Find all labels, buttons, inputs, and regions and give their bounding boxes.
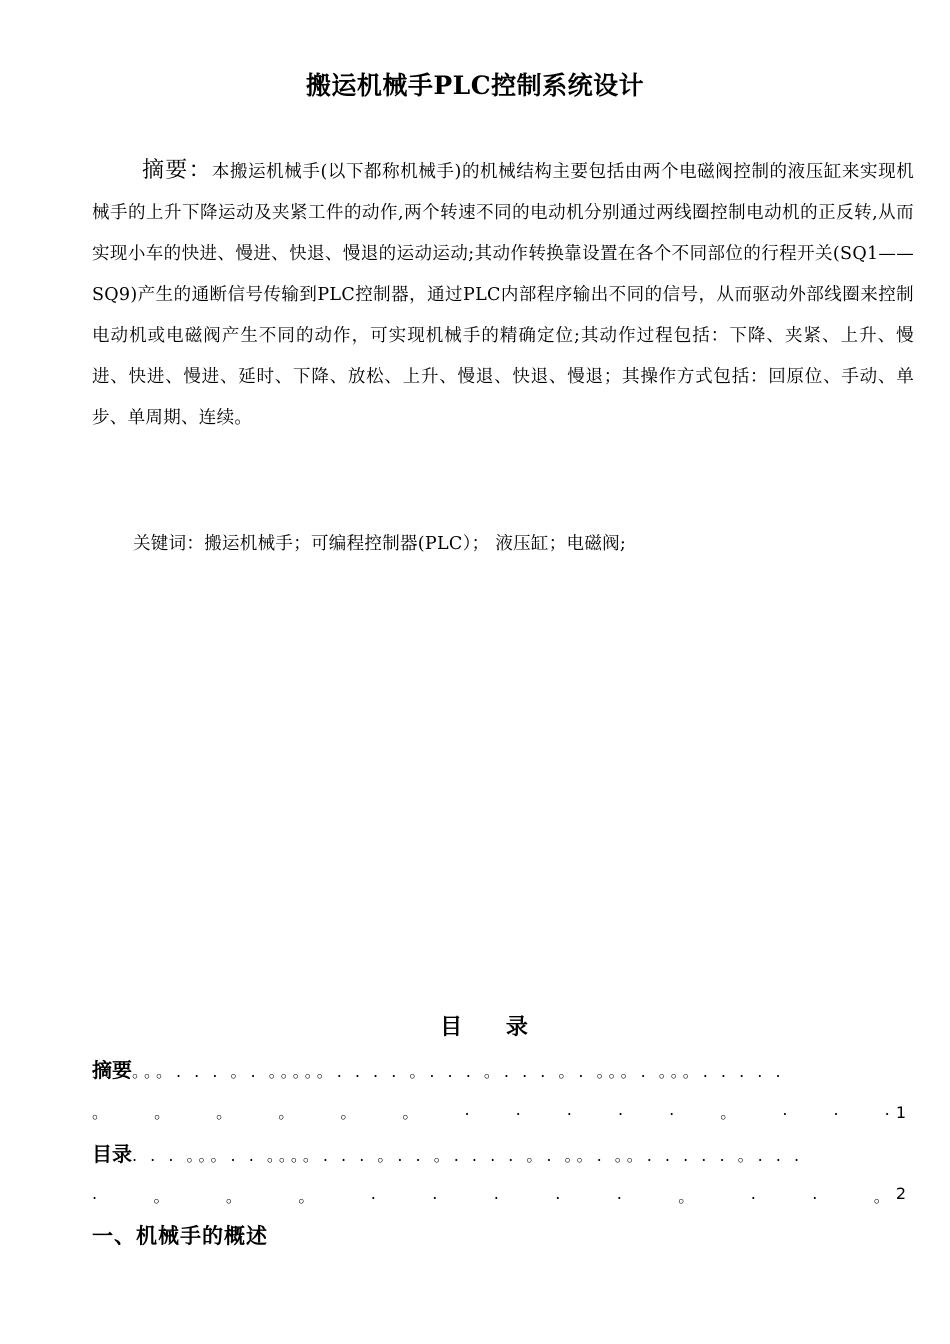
toc-title: 目 录 [440, 1014, 546, 1040]
toc-leader-mark: 。 [678, 1187, 695, 1206]
toc-leader-mark: . [782, 1100, 788, 1119]
toc-page-number: 1 [895, 1103, 906, 1122]
toc-leader-mark: 。 [720, 1103, 737, 1122]
toc-leader-mark: 。 [225, 1187, 242, 1206]
toc-entry-contents[interactable] [92, 1138, 906, 1167]
toc-leader-mark: 。 [278, 1103, 295, 1122]
toc-leader-mark: 。 [298, 1187, 315, 1206]
toc-leader-mark: . [812, 1184, 818, 1203]
toc-leader-mark: . [884, 1100, 890, 1119]
toc-entry-contents-continuation [92, 1184, 906, 1207]
toc-leader: . . . 。。。. . 。。。。. . . 。. . 。. . . . 。. 。。. 。。. . . . . 。. . . [132, 1146, 804, 1165]
section-heading: 一、机械手的概述 [92, 1223, 268, 1248]
toc-entry-abstract[interactable] [92, 1054, 906, 1083]
abstract-label: 摘要： [142, 158, 212, 183]
toc-leader [92, 1184, 896, 1207]
toc-entry-label: 目录 [92, 1142, 132, 1166]
toc-leader-mark: 。 [340, 1103, 357, 1122]
toc-entry-label: 摘要 [92, 1058, 132, 1082]
toc-leader-mark: 。 [154, 1103, 171, 1122]
toc-leader-mark: 。 [92, 1103, 109, 1122]
toc-leader-mark: . [555, 1184, 561, 1203]
abstract-text: 本搬运机械手(以下都称机械手)的机械结构主要包括由两个电磁阀控制的液压缸来实现机械手的上升下降运动及夹紧工件的动作,两个转速不同的电动机分别通过两线圈控制电动机的正反转,从而实现小车的快进、慢进、快退、慢退的运动运动;其动作转换靠设置在各个不同部位的行程开关(SQ1——SQ9)产生的通断信号传输到PLC控制器，通过PLC内部程序输出不同的信号，从而驱动外部线圈来控制电动机或电磁阀产生不同的动作，可实现机械手的精确定位;其动作过程包括：下降、夹紧、上升、慢进、快进、慢进、延时、下降、放松、上升、慢退、快退、慢退；其操作方式包括：回原位、手动、单步、单周期、连续。 [92, 162, 914, 428]
toc-leader-mark: . [833, 1100, 839, 1119]
toc-leader-mark: . [92, 1184, 98, 1203]
toc-leader-mark: . [370, 1184, 376, 1203]
toc-leader-mark: 。 [216, 1103, 233, 1122]
document-title: 搬运机械手PLC控制系统设计 [305, 71, 645, 100]
toc-leader-mark: . [669, 1100, 675, 1119]
toc-leader-mark: . [616, 1184, 622, 1203]
toc-leader-mark: 。 [153, 1187, 170, 1206]
toc-leader-mark: . [566, 1100, 572, 1119]
toc-leader [92, 1100, 896, 1123]
abstract-paragraph [92, 150, 914, 439]
toc-leader-mark: 。 [402, 1103, 419, 1122]
toc-leader-mark: 。 [873, 1187, 890, 1206]
toc-leader-mark: . [464, 1100, 470, 1119]
toc-leader-mark: . [432, 1184, 438, 1203]
toc-leader-mark: . [617, 1100, 624, 1119]
toc-entry-abstract-continuation [92, 1100, 906, 1123]
toc-leader: 。。。. . . 。. 。。。。。. . . . 。. . . 。. . . 。. 。。。. 。。。. . . . . [132, 1062, 785, 1081]
toc-leader-mark: . [750, 1184, 756, 1203]
toc-page-number: 2 [895, 1184, 906, 1203]
toc-leader-mark: . [515, 1100, 521, 1119]
toc-leader-mark: . [493, 1184, 499, 1203]
keywords-line: 关键词：搬运机械手；可编程控制器(PLC）； 液压缸；电磁阀; [133, 534, 627, 554]
